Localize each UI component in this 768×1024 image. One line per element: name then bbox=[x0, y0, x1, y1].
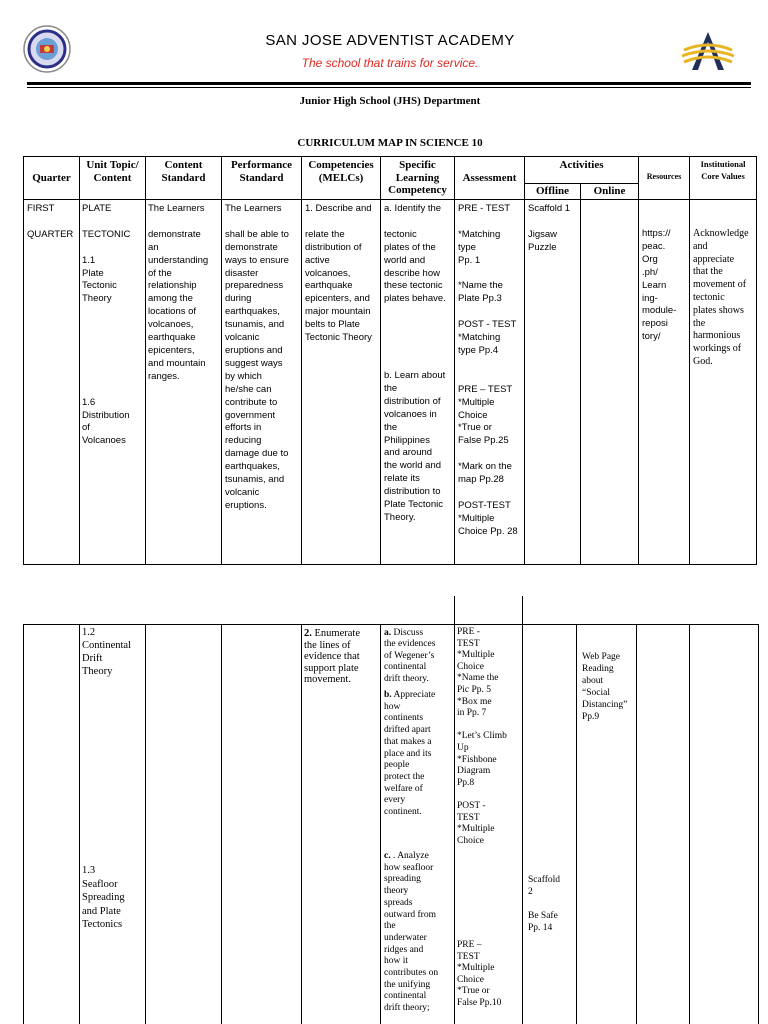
header-performance-standard: Performance Standard bbox=[230, 159, 293, 184]
brand-logo bbox=[680, 30, 736, 72]
header-unit-topic: Unit Topic/ Content bbox=[86, 159, 139, 184]
row2-specific-a bbox=[384, 628, 454, 685]
school-name: SAN JOSE ADVENTIST ACADEMY bbox=[265, 32, 515, 49]
header-offline: Offline bbox=[536, 185, 569, 197]
row1-resources: https:// peac. Org .ph/ Learn ing- module- reposi tory/ bbox=[642, 228, 677, 343]
row2-specific-c-text: . Analyze how seafloor spreading theory spreads outward from the underwater ridges and how it contributes on the unifying continental drift theory; bbox=[384, 851, 439, 1014]
row2-specific-b-text: Appreciate how continents drifted apart that makes a place and its people protect the welfare of every continent. bbox=[384, 690, 436, 818]
row2-competency bbox=[304, 628, 380, 686]
row2-competency-text: Enumerate the lines of evidence that support plate movement. bbox=[304, 628, 360, 685]
row2-specific-c-label: c. bbox=[384, 851, 391, 861]
department-title: Junior High School (JHS) Department bbox=[299, 95, 481, 107]
row1-specific-b: b. Learn about the distribution of volcanoes in the Philippines and around the world and relate its distribution to Plate Tectonic Theory. bbox=[384, 370, 446, 523]
row2-topic-a: 1.2 Continental Drift Theory bbox=[82, 627, 131, 677]
header-core-values: Institutional Core Values bbox=[700, 159, 746, 181]
row2-online: Web Page Reading about “Social Distancing” Pp.9 bbox=[582, 652, 628, 722]
header-content-standard: Content Standard bbox=[161, 159, 206, 184]
row2-assessment: PRE - TEST *Multiple Choice *Name the Pic Pp. 5 *Box me in Pp. 7 *Let’s Climb Up *Fishbone Diagram Pp.8 POST - TEST *Multiple Choice PRE – TEST *Multiple Choice *True or False Pp.10 bbox=[457, 627, 507, 1008]
row2-specific-a-label: a. bbox=[384, 628, 392, 638]
row2-specific-a-text: Discuss the evidences of Wegener’s continental drift theory. bbox=[384, 628, 436, 684]
row2-specific-c bbox=[384, 851, 454, 1015]
header-online: Online bbox=[593, 185, 626, 197]
row2-offline: Scaffold 2 Be Safe Pp. 14 bbox=[528, 875, 561, 933]
row1-content-standard: The Learners demonstrate an understanding of the relationship among the locations of volcanoes, earthquake epicenters, and mountain ranges. bbox=[148, 203, 209, 382]
row2-topic-b: 1.3 Seafloor Spreading and Plate Tectonics bbox=[82, 865, 125, 930]
row2-specific-b bbox=[384, 690, 454, 819]
row1-offline: Scaffold 1 Jigsaw Puzzle bbox=[528, 203, 571, 253]
row1-specific-a: a. Identify the tectonic plates of the world and describe how these tectonic plates behave. bbox=[384, 203, 446, 305]
school-tagline: The school that trains for service. bbox=[301, 56, 479, 70]
header-assessment: Assessment bbox=[462, 172, 517, 184]
row1-competency: 1. Describe and relate the distribution of active volcanoes, earthquake epicenters, and major mountain belts to Plate Tectonic Theory bbox=[305, 203, 372, 344]
header-divider-thin bbox=[27, 87, 751, 88]
header-divider-thick bbox=[27, 82, 751, 85]
header-quarter: Quarter bbox=[32, 172, 71, 184]
document-title: CURRICULUM MAP IN SCIENCE 10 bbox=[297, 137, 483, 149]
row1-core-values: Acknowledge and appreciate that the movement of tectonic plates shows the harmonious workings of God. bbox=[693, 228, 749, 367]
header-specific-competency: Specific Learning Competency bbox=[388, 159, 447, 196]
header-resources: Resources bbox=[646, 172, 682, 181]
row1-performance-standard: The Learners shall be able to demonstrate ways to ensure disaster preparedness during earthquakes, tsunamis, and volcanic eruptions and suggest ways by which he/she can contribute to government efforts in reducing damage due to earthquakes, tsunamis, and volcanic eruptions. bbox=[225, 203, 289, 511]
header-competencies: Competencies (MELCs) bbox=[308, 159, 374, 184]
header-activities: Activities bbox=[559, 159, 604, 171]
row2-competency-number: 2. bbox=[304, 628, 312, 639]
row2-specific-b-label: b. bbox=[384, 690, 392, 700]
row1-assessment: PRE - TEST *Matching type Pp. 1 *Name the Plate Pp.3 POST - TEST *Matching type Pp.4 PRE – TEST *Multiple Choice *True or False Pp.25 *Mark on the map Pp.28 POST-TEST *Multiple Choice Pp. 28 bbox=[458, 203, 518, 537]
school-seal-logo bbox=[22, 24, 72, 74]
row1-topic: PLATE TECTONIC 1.1 Plate Tectonic Theory 1.6 Distribution of Volcanoes bbox=[82, 203, 131, 447]
row1-quarter: FIRST QUARTER bbox=[27, 203, 74, 240]
